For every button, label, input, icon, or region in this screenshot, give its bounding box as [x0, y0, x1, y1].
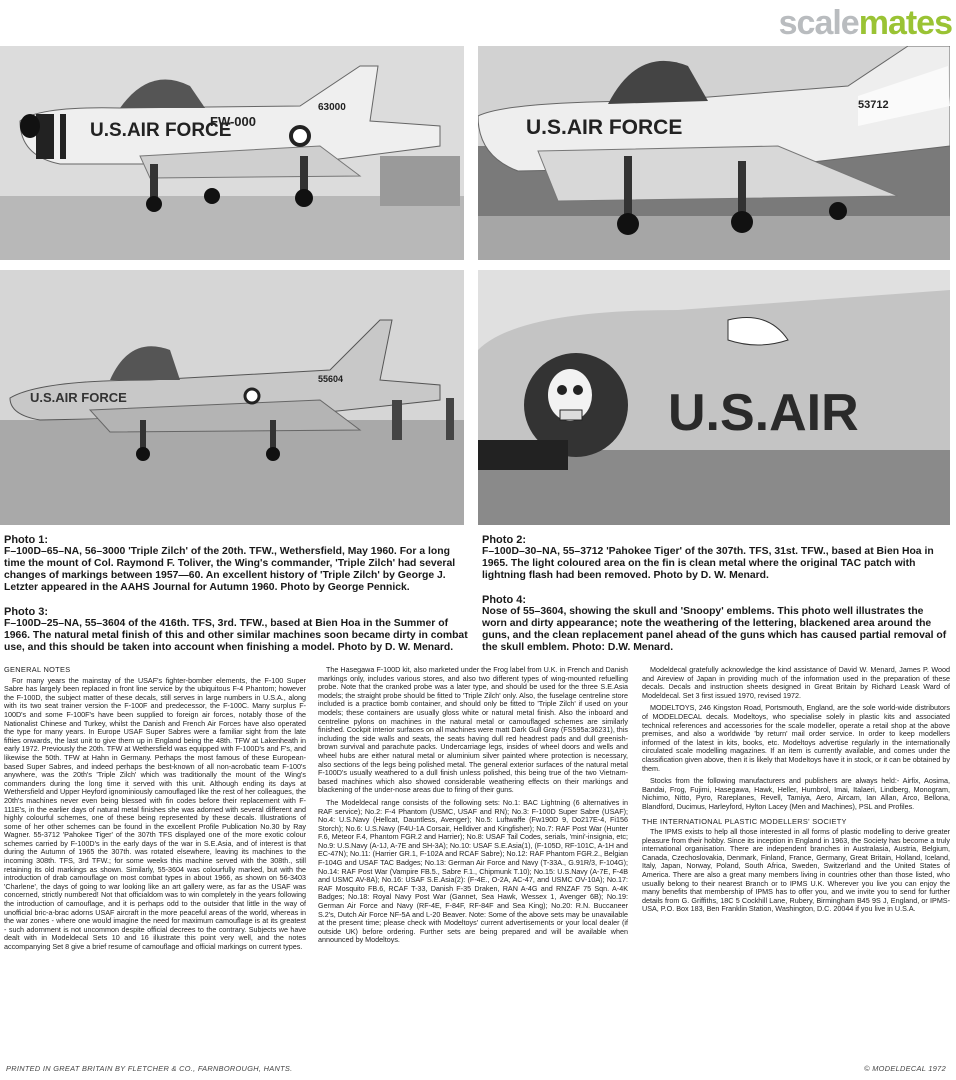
printer-footer: PRINTED IN GREAT BRITAIN BY FLETCHER & CO., FARNBOROUGH, HANTS.: [6, 1064, 293, 1073]
column-kit-notes: [318, 666, 628, 1060]
watermark: scalemates: [778, 4, 952, 42]
photo-2: [478, 46, 950, 260]
photo3-usaf-text: U.S.AIR FORCE: [30, 390, 127, 405]
caption-photo-1-label: Photo 1:: [4, 534, 48, 546]
general-notes-paragraph: For many years the mainstay of the USAF's fighter-bomber elements, the F-100 Super Sabre has largely been replaced in front line service by the ubiquitous F-4 Phantom; however the F-100D, the subject matter of these decals, still serves in large numbers in U.S.A., along with its two seat trainer version the F-100F and predecessor, the F-100C. Many surplus F-100D's and some F-100F's have been supplied to foreign air forces, notably those of the Nationalist Chinese and Turkey, whilst the Danish and French Air Forces have also operated the type for many years. In Europe USAF Super Sabres were a familiar sight from the late fifties onwards, the last unit to give them up in England being the 48th. TFW at Lakenheath in early 1972. Previously the 20th. TFW at Wethersfield was equipped with F-100D's and F's, and likewise the 50th. TFW at Hahn in Germany. Perhaps the most famous of these European-based Super Sabres, and indeed perhaps the best-known of all non-acrobatic team F-100's anywhere, was the 20th's 'Triple Zilch' which was traditionally the mount of the Wing's commanders during the long time it served with this unit. Although ending its days at Wethersfield and Upper Heyford ignominiously camouflaged like the rest of her colleagues, the 20th's machines never even being blessed with fin codes before their replacement with F-111E's, in the earlier days of natural metal finishes she was adorned with several different and highly colourful schemes, one of these being represented by these decals. Illustrations of some of her other schemes can be found in the excellent Profile Publication No.30 by Ray Wagner. 55-3712 'Pahokee Tiger' of the 307th TFS displayed one of the more exotic colour schemes carried by F-100D's in the early days of the war in S.E.Asia, and of interest is that during the Autumn of 1965 the 307th. was rotated elsewhere, leaving its machines to the incoming 308th. TFS, 3rd TFW.; for some weeks this machine served with the 308th., still retaining its old markings as shown. Similarly, 55-3604 was colourfully marked, but with the introduction of drab camouflage on most combat types in about 1966, as shown on 56-3403 'Charlene', the days of going to war looking like an art gallery were, as far as the USAF was concerned, strictly numbered! Not that officialdom was to win completely in the years following the introduction of camouflage, and it is perhaps odd to the outsider that little in the way of unofficial bric-a-brac adorns USAF aircraft in the more peaceful areas of the world, whereas in the war zones - where one would imagine the need for maximum camouflage is at its greatest - such adornment is not uncommon despite official decrees to the contrary. Subjects we have dealt with in Modeldecal Sets 10 and 16 illustrate this point very well, and the notes accompanying Set 8 give a brief resume of camouflage and official markings on current types.: [4, 675, 306, 951]
copyright-footer: © MODELDECAL 1972: [864, 1064, 946, 1073]
acknowledgement-paragraph: Modeldecal gratefully acknowledge the kind assistance of David W. Menard, James P. Wood and Aireview of Japan in providing much of the information used in the preparation of these decals. Decals and instruction sheets designed in Great Britain by Richard Leask Ward of Modeldecal. Set 3 first issued 1970, revised 1972.: [642, 666, 950, 700]
caption-photo-2: [482, 534, 948, 582]
photo-4: [478, 270, 950, 525]
caption-photo-4-text: Nose of 55–3604, showing the skull and 'Snoopy' emblems. This photo well illustrates the worn and dirty appearance; note the weathering of the lettering, blackened area around the guns, and the clean replacement panel ahead of the guns which has caused partial removal of the skull emblem. Photo: D.W. Menard.: [482, 606, 947, 653]
photo1-usaf-text: U.S.AIR FORCE: [90, 120, 232, 141]
ipms-heading: THE INTERNATIONAL PLASTIC MODELLERS' SOCIETY: [642, 816, 847, 826]
caption-photo-3: [4, 606, 470, 654]
caption-photo-1-text: F–100D–65–NA, 56–3000 'Triple Zilch' of the 20th. TFW., Wethersfield, May 1960. For a long time the mount of Col. Raymond F. Toliver, the Wing's commander, 'Triple Zilch' had several changes of markings between 1957—60. An excellent history of 'Triple Zilch' by George J. Letzter appeared in the AAHS Journal for Autumn 1960. Photo by George Pennick.: [4, 546, 456, 593]
ipms-paragraph: The IPMS exists to help all those interested in all forms of plastic modelling to derive greater pleasure from their hobby. Since its inception in England in 1963, the Society has become a truly international organisation. There are independent branches in Australasia, Austria, Belgium, Canada, Czechoslovakia, Denmark, Finland, France, Germany, Great Britain, Holland, Iceland, Italy, Japan, Norway, Poland, South Africa, Sweden, Switzerland and the United States of America. There are also a great many members living in countries other than those listed, who usually belong to their nearest Branch or to IPMS U.K. Wherever you live you can enjoy the many benefits that membership of IPMS has to offer you, and we invite you to send for further details from G. Griffiths, 18C 5 Cockhill Lane, Rubery, Birmingham B45 9S J, England, or IPMS-USA, P.O. Box 183, Ben Franklin Station, Washington, D.C. 20044 if you live in U.S.A.: [642, 827, 950, 914]
photo4-usaf-text: U.S.AIR: [668, 384, 859, 442]
caption-photo-3-text: F–100D–25–NA, 55–3604 of the 416th. TFS, 3rd. TFW., based at Bien Hoa in the Summer of 1966. The natural metal finish of this and other similar machines soon became dirty in combat use, and this should be taken into account when finishing a model. Photo by D. W. Menard.: [4, 618, 468, 653]
column-general-notes: [4, 666, 306, 1060]
photo-1: [0, 46, 464, 260]
photo3-tail-number: 55604: [318, 374, 344, 384]
caption-photo-2-label: Photo 2:: [482, 534, 526, 546]
caption-photo-3-label: Photo 3:: [4, 606, 48, 618]
kit-notes-paragraph: The Hasegawa F-100D kit, also marketed under the Frog label from U.K. in French and Danish markings only, includes various stores, and also two different types of wing-mounted refuelling probe. Note that the cranked probe was a later type, and should be used for the three S.E.Asia models; the straight probe should be fitted to 'Triple Zilch' only. Also, the fuselage centreline store included is a practice bomb container, and should only be fitted to 'Triple Zilch' if used on your models; these containers are usually gloss white or natural metal finish. Also the inboard and centreline pylons on machines in the natural metal or camouflaged schemes are similarly finished. Cockpit interior surfaces on all machines were matt Dark Gull Gray (FS595a:36231), this including the side walls and seats, the seats having dull red headrest pads and dull greenish-brown survival and parachute packs. Undercarriage legs, insides of wheel doors and wells and wheel hubs are either natural metal or aluminium silver painted where protection is necessary, also sections of the legs being polished metal. The general exterior surfaces of the natural metal F-100D's usually weathered to a dull finish unless polished, this being true of the two Vietnam-based machines which also showed considerable weathering effects on their markings and blackening of the under-nose areas due to firing of their guns.: [318, 666, 628, 795]
photo2-tail-number: 53712: [858, 99, 889, 111]
modeldecal-range-paragraph: The Modeldecal range consists of the following sets: No.1: BAC Lightning (6 alternatives in RAF service); No.2: F-4 Phantom (USMC, USAF and RN); No.3: F-100D Super Sabre (USAF); No.4: U.S.Navy (Hellcat, Dauntless, Avenger); No.5: Luftwaffe (Fw190D 9, Do217E-4, Fi156 Storch); No.6: U.S.Navy (F4U-1A Corsair, Helldiver and Kingfisher); No.7: RAF Post War (Hunter F.6, Meteor F.4, Phantom FGR.2 and Harrier); No.8: USAF Tail Codes, serials, 'mini'-insignia, etc; No.9: U.S.Navy (A-1J, A-7E and SH-3A); No.10: USAF S.E.Asia(1), (F-105D, RF-101C, A-1H and EC-47N); No.11: (Harrier GR.1, F-102A and RCAF Sabre); No.12: RAF Phantom FGR.2., Belgian F-104G and USAF TAC Badges; No.13: German Air Force and Navy (T-33A., G.91R/3, F-104G); No.14: RAF Post War (Vampire FB.5., Sabre F.1., Chipmunk T.10); No.15: U.S.Navy (A-7E, F-4B and USMC AV-8A); No.16: USAF S.E.Asia(2): (F-4E., O-2A, AC-47, and USMC OV-10A); No.17: RAF Mosquito FB.6, RCAF T-33, Danish F-35 Draken, RAN A-4G and RNZAF 75 Sqn. A-4K Badges; No.18: Royal Navy Post War (Gannet, Sea Hawk, Wessex 1, Avenger 6B); No.19: German Air Force and Navy (RF-4E, F-84F, RF-84F and Sea King); No.20: R.N. Buccaneer S.2's, Dutch Air Force NF-5A and L-20 Beaver. Note: Some of the above sets may be unavailable at the present time; please check with Modeltoys' current advertisements or your local dealer (if outside UK) before ordering. Further sets are being prepared and will be available when announced by Modeltoys.: [318, 797, 628, 945]
modeltoys-paragraph: MODELTOYS, 246 Kingston Road, Portsmouth, England, are the sole world-wide distributors of MODELDECAL decals. Modeltoys, who specialise solely in plastic kits and associated technical references and accessories for the scale modeller, operate a retail shop at the above premises, and also a worldwide 'by return' mail order service. In order to keep modellers informed of the latest in kits, books, etc. Modeltoys advertise regularly in the internationally circulated scale modelling magazines. If an item is currently available, and comes under the classification given above, then it is likely that Modeltoys have it in stock, or it can be obtained by them.: [642, 703, 950, 773]
column-acknowledgements: [642, 666, 950, 1060]
stocks-paragraph: Stocks from the following manufacturers and publishers are always held:- Airfix, Aosima, Bandai, Frog, Fujimi, Hasegawa, Hawk, Heller, Humbrol, Imai, Italaeri, Lindberg, Monogram, Nichimo, Nitto, Pyro, Rareplanes, Revell, Tamiya, Aero, Aircam, Ian Allan, Arco, Bellona, Blandford, Ducimus, Harleyford, Hylton Lacey (Men and Machines), PSL and Profiles.: [642, 776, 950, 811]
caption-photo-2-text: F–100D–30–NA, 55–3712 'Pahokee Tiger' of the 307th. TFS, 31st. TFW., based at Bien Hoa in 1965. The light coloured area on the fin is clean metal where the original TAC patch with lightning flash had been removed. Photo by D. W. Menard.: [482, 546, 934, 581]
photo1-tail-number: 63000: [318, 102, 346, 113]
caption-photo-1: [4, 534, 470, 594]
photo2-usaf-text: U.S.AIR FORCE: [526, 116, 683, 139]
photo-3: [0, 270, 464, 525]
caption-photo-4-label: Photo 4:: [482, 594, 526, 606]
general-notes-heading: GENERAL NOTES: [4, 666, 71, 674]
photo1-buzz-number: FW-000: [210, 114, 256, 129]
caption-photo-4: [482, 594, 948, 654]
